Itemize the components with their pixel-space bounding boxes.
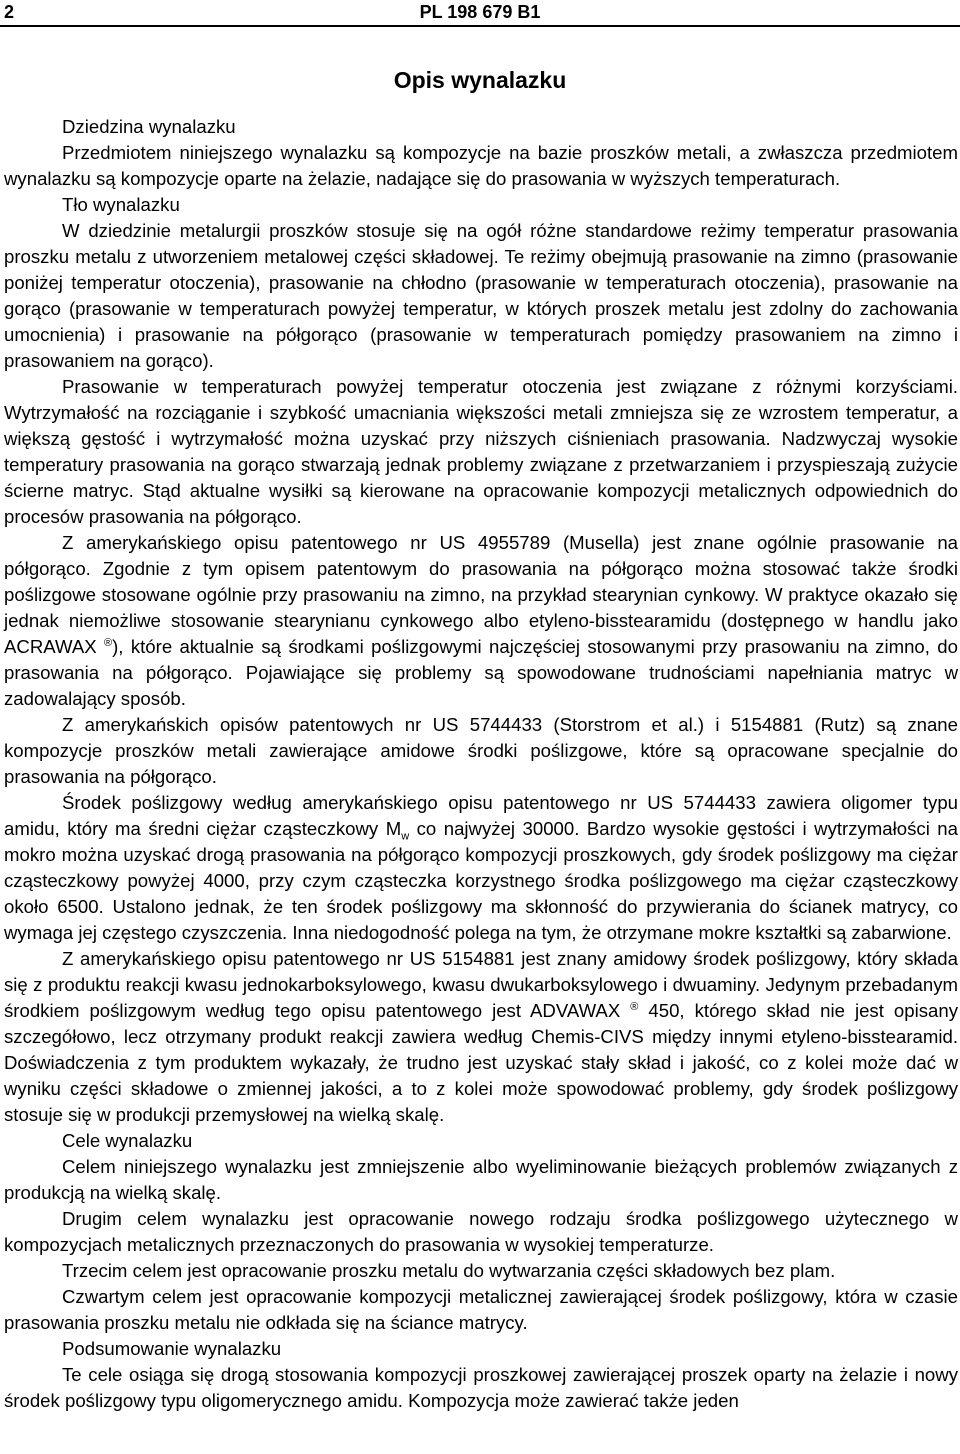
body-paragraph: Te cele osiąga się drogą stosowania kompozycji proszkowej zawierającej proszek oparty na żelazie i nowy środek poślizgowy typu oligomerycznego amidu. Kompozycja może zawierać także jeden [4, 1364, 958, 1411]
paragraph-text: Z amerykańskiego opisu patentowego nr US 5154881 jest znany amidowy środek poślizgowy, który składa się z produktu reakcji kwasu jednokarboksylowego, kwasu dwukarboksylowego i dwuaminy. Jedynym przebadanym środkiem poślizgowym według tego opisu patentowego jest ADVAWAX [4, 948, 958, 1021]
section-heading: Dziedzina wynalazku [62, 116, 236, 137]
patent-number: PL 198 679 B1 [419, 2, 541, 22]
body-paragraph: Przedmiotem niniejszego wynalazku są kompozycje na bazie proszków metali, a zwłaszcza przedmiotem wynalazku są kompozycje oparte na żelazie, nadające się do prasowania w wyższych temperaturach. [4, 142, 958, 189]
body-paragraph: Trzecim celem jest opracowanie proszku metalu do wytwarzania części składowych bez plam. [62, 1260, 836, 1281]
body-paragraph: Celem niniejszego wynalazku jest zmniejszenie albo wyeliminowanie bieżących problemów związanych z produkcją na wielką skalę. [4, 1156, 958, 1203]
body-paragraph [4, 530, 958, 712]
paragraph-text: 450, którego skład nie jest opisany szczegółowo, lecz otrzymany produkt reakcji zawiera według Chemis-CIVS między innymi etyleno-bisstearamid. Doświadczenia z tym produktem wykazały, że trudno jest uzyskać stały skład i jakość, co z kolei może dać w wyniku części składowe o zmiennej jakości, a to z kolei może spowodować problemy, gdy środek poślizgowy stosuje się w produkcji przemysłowej na wielką skalę. [4, 1000, 958, 1125]
section-heading: Tło wynalazku [62, 194, 180, 215]
body-paragraph: W dziedzinie metalurgii proszków stosuje się na ogół różne standardowe reżimy temperatur prasowania proszku metalu z utworzeniem metalowej części składowej. Te reżimy obejmują prasowanie na zimno (prasowanie poniżej temperatur otoczenia), prasowanie na chłodno (prasowanie w temperaturach otoczenia), prasowanie na gorąco (prasowanie w temperaturach powyżej temperatur, w których proszek metalu jest zdolny do zachowania umocnienia) i prasowanie na półgorąco (prasowanie w temperaturach pomiędzy prasowaniem na zimno i prasowaniem na gorąco). [4, 220, 958, 371]
body-paragraph: Drugim celem wynalazku jest opracowanie nowego rodzaju środka poślizgowego użytecznego w kompozycjach metalicznych przeznaczonych do prasowania w wysokiej temperaturze. [4, 1208, 958, 1255]
page-header [0, 0, 960, 24]
page-number: 2 [4, 2, 15, 22]
paragraph-text: ), które aktualnie są środkami poślizgowymi najczęściej stosowanymi przy prasowaniu na zimno, do prasowania na półgorąco. Pojawiające się problemy są spowodowane trudnościami napełniania matryc w zadowalający sposób. [4, 636, 958, 709]
section-heading: Podsumowanie wynalazku [62, 1338, 282, 1359]
body-paragraph: Z amerykańskich opisów patentowych nr US 5744433 (Storstrom et al.) i 5154881 (Rutz) są znane kompozycje proszków metali zawierające amidowe środki poślizgowe, które są opracowane specjalnie do prasowania na półgorąco. [4, 714, 958, 787]
paragraph-text: co najwyżej 30000. Bardzo wysokie gęstości i wytrzymałości na mokro można uzyskać drogą prasowania na półgorąco kompozycji proszkowych, gdy środek poślizgowy ma ciężar cząsteczkowy powyżej 4000, przy czym cząsteczka korzystnego środka poślizgowego ma ciężar cząsteczkowy około 6500. Ustalono jednak, że ten środek poślizgowy ma skłonność do przywierania do ścianek matrycy, co wymaga jej częstego czyszczenia. Inna niedogodność polega na tym, że otrzymane mokre kształtki są zabarwione. [4, 818, 958, 943]
subscript: w [401, 830, 410, 843]
registered-mark: ® [104, 636, 113, 649]
body-paragraph: Czwartym celem jest opracowanie kompozycji metalicznej zawierającej środek poślizgowy, która w czasie prasowania proszku metalu nie odkłada się na ściance matrycy. [4, 1286, 958, 1333]
document-title: Opis wynalazku [393, 67, 567, 93]
body-paragraph: Prasowanie w temperaturach powyżej temperatur otoczenia jest związane z różnymi korzyściami. Wytrzymałość na rozciąganie i szybkość umacniania większości metali zmniejsza się ze wzrostem temperatur, a większą gęstość i wytrzymałość można uzyskać przy niższych ciśnieniach prasowania. Nadzwyczaj wysokie temperatury prasowania na gorąco stwarzają jednak problemy związane z przetwarzaniem i przyspieszają zużycie ścierne matryc. Stąd aktualne wysiłki są kierowane na opracowanie kompozycji metalicznych odpowiednich do procesów prasowania na półgorąco. [4, 376, 958, 527]
body-paragraph [4, 790, 958, 946]
section-heading: Cele wynalazku [62, 1130, 193, 1151]
body-paragraph [4, 946, 958, 1128]
document-body [4, 114, 958, 1414]
paragraph-text: Środek poślizgowy według amerykańskiego opisu patentowego nr US 5744433 zawiera oligomer typu amidu, który ma średni ciężar cząsteczkowy M [4, 792, 958, 839]
header-rule [0, 25, 960, 27]
registered-mark: ® [630, 1000, 639, 1013]
paragraph-text: Z amerykańskiego opisu patentowego nr US 4955789 (Musella) jest znane ogólnie prasowanie na półgorąco. Zgodnie z tym opisem patentowym do prasowania na półgorąco można stosować także środki poślizgowe stosowane ogólnie przy prasowaniu na zimno, na przykład stearynian cynkowy. W praktyce okazało się jednak niemożliwe stosowanie stearynianu cynkowego albo etyleno-bisstearamidu (dostępnego w handlu jako ACRAWAX [4, 532, 958, 657]
